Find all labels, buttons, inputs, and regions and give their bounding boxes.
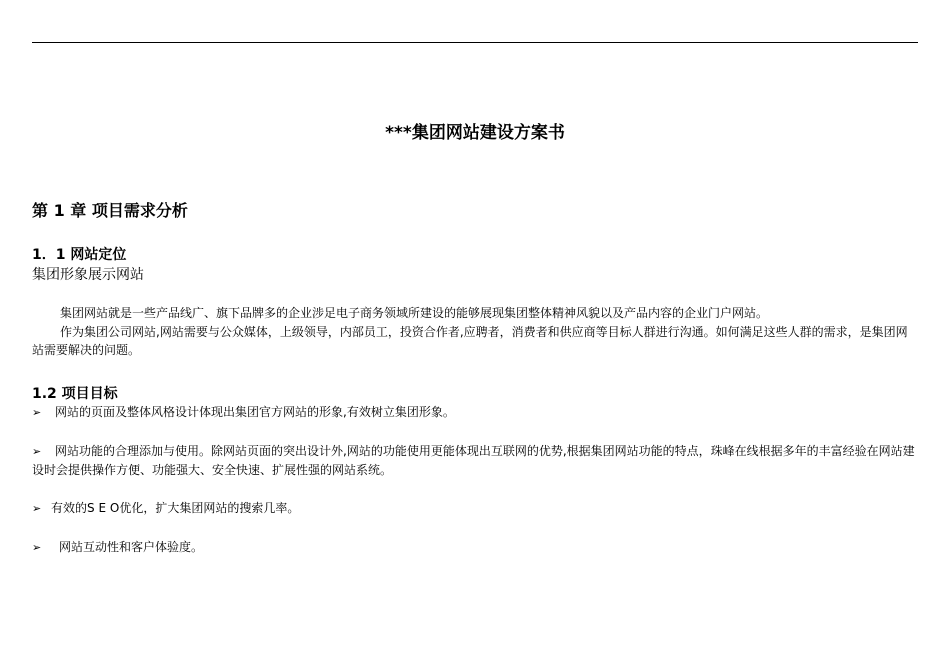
section-heading-goals: 1.2 项目目标 bbox=[32, 386, 118, 402]
section-heading-positioning: 1．1 网站定位 bbox=[32, 247, 127, 263]
bullet-item bbox=[32, 442, 918, 479]
chapter-heading: 第 1 章 项目需求分析 bbox=[32, 201, 188, 220]
bullet-item bbox=[32, 403, 918, 422]
bullet-text: 有效的S E O优化，扩大集团网站的搜索几率。 bbox=[51, 501, 300, 515]
document-title: ***集团网站建设方案书 bbox=[385, 123, 565, 143]
header-rule bbox=[32, 42, 918, 43]
arrow-bullet-icon: ➢ bbox=[32, 502, 42, 515]
section-subheading: 集团形象展示网站 bbox=[32, 267, 144, 283]
bullet-item bbox=[32, 499, 918, 518]
arrow-bullet-icon: ➢ bbox=[32, 541, 42, 554]
bullet-item bbox=[32, 538, 918, 557]
bullet-text: 网站互动性和客户体验度。 bbox=[59, 540, 204, 554]
arrow-bullet-icon: ➢ bbox=[32, 406, 42, 419]
paragraph: 集团网站就是一些产品线广、旗下品牌多的企业涉足电子商务领域所建设的能够展现集团整体精神风貌以及产品内容的企业门户网站。 bbox=[60, 306, 769, 320]
bullet-text: 网站功能的合理添加与使用。除网站页面的突出设计外,网站的功能使用更能体现出互联网的优势,根据集团网站功能的特点，珠峰在线根据多年的丰富经验在网站建设时会提供操作方便、功能强大、安全快速、扩展性强的网站系统。 bbox=[32, 444, 915, 477]
arrow-bullet-icon: ➢ bbox=[32, 445, 42, 458]
paragraph: 作为集团公司网站,网站需要与公众媒体，上级领导，内部员工，投资合作者,应聘者，消费者和供应商等目标人群进行沟通。如何满足这些人群的需求，是集团网站需要解决的问题。 bbox=[32, 325, 908, 357]
bullet-text: 网站的页面及整体风格设计体现出集团官方网站的形象,有效树立集团形象。 bbox=[55, 405, 455, 419]
